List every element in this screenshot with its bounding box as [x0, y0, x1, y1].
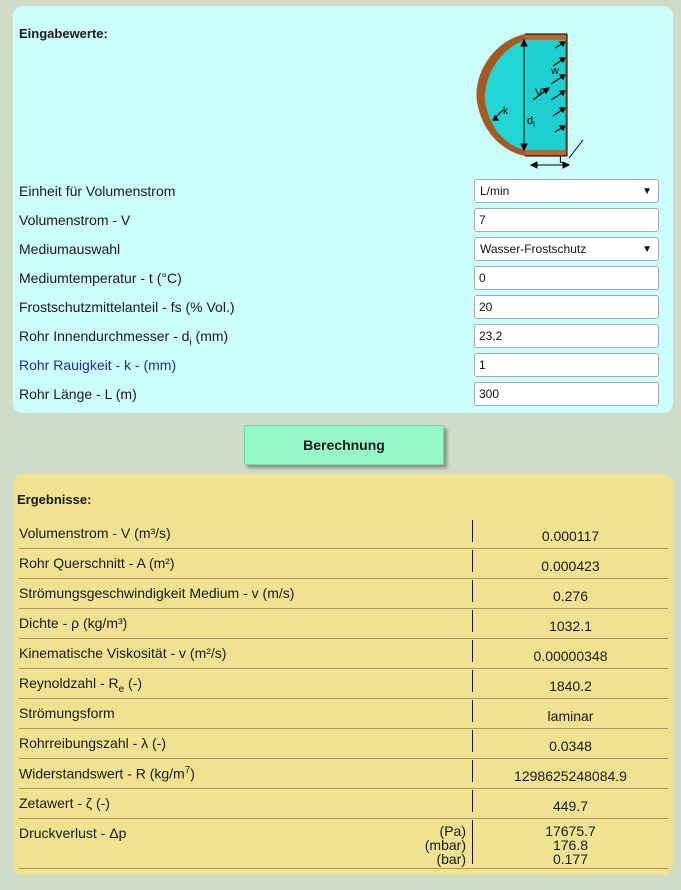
unit-bar: (bar)	[436, 851, 466, 867]
result-row	[19, 518, 668, 549]
unit-pa: (Pa)	[439, 823, 466, 839]
pipe-diagram	[465, 28, 585, 176]
length-row	[13, 382, 673, 408]
roughness-row	[13, 353, 673, 379]
results-panel	[13, 474, 673, 875]
unit-select-value: L/min	[480, 184, 510, 198]
value-bar: 0.177	[552, 851, 589, 867]
antifreeze-label: Frostschutzmittelanteil - fs (% Vol.)	[19, 299, 235, 315]
figure-label-d: $d_i$	[527, 115, 535, 129]
pressure-loss-label: Druckverlust - Δp	[19, 825, 127, 841]
pressure-loss-row	[19, 818, 668, 869]
result-row	[19, 668, 668, 699]
flow-input[interactable]: 7	[474, 208, 659, 232]
figure-label-v: V	[535, 87, 543, 99]
result-row	[19, 698, 668, 729]
chevron-down-icon: ▼	[642, 243, 652, 255]
result-value: 0.000117	[541, 528, 600, 544]
result-label: Kinematische Viskosität - v (m²/s)	[19, 645, 227, 661]
temperature-row	[13, 266, 673, 292]
antifreeze-input[interactable]: 20	[474, 295, 659, 319]
diameter-row	[13, 324, 673, 350]
chevron-down-icon: ▼	[642, 185, 652, 197]
result-label: Zetawert - ζ (-)	[19, 795, 110, 811]
diameter-label: Rohr Innendurchmesser - $d_i$ (mm)	[19, 328, 229, 348]
result-row	[19, 728, 668, 759]
result-value: 1840.2	[549, 678, 592, 694]
length-input[interactable]: 300	[474, 382, 659, 406]
medium-label: Mediumauswahl	[19, 241, 121, 257]
result-value: 0.000423	[541, 558, 600, 574]
result-label: Strömungsgeschwindigkeit Medium - v (m/s)	[19, 585, 295, 601]
medium-row	[13, 237, 673, 263]
unit-label: Einheit für Volumenstrom	[19, 183, 176, 199]
result-row	[19, 638, 668, 669]
result-value: 1032.1	[549, 618, 592, 634]
roughness-input[interactable]: 1	[474, 353, 659, 377]
result-value: 1298625248084.9	[514, 768, 627, 784]
temperature-label: Mediumtemperatur - t (°C)	[19, 270, 182, 286]
result-value: 0.276	[552, 588, 589, 604]
result-label: Rohr Querschnitt - A (m²)	[19, 555, 175, 571]
result-label: Volumenstrom - V (m³/s)	[19, 525, 171, 541]
results-title: Ergebnisse:	[17, 492, 92, 507]
figure-label-l: L	[559, 154, 566, 166]
result-label: Strömungsform	[19, 705, 115, 721]
roughness-label-link[interactable]: Rohr Rauigkeit - k - (mm)	[19, 357, 177, 373]
input-panel-title: Eingabewerte:	[19, 26, 108, 41]
flow-label: Volumenstrom - V	[19, 212, 131, 228]
result-row	[19, 758, 668, 789]
result-value: 0.00000348	[533, 648, 608, 664]
result-label: Rohrreibungszahl - λ (-)	[19, 735, 167, 751]
figure-label-k: k	[503, 106, 508, 117]
result-value: 0.0348	[549, 738, 592, 754]
pressure-values	[473, 824, 668, 866]
result-label: Dichte - ρ (kg/m³)	[19, 615, 128, 631]
result-label: Widerstandswert - R $(kg/m^7)$	[19, 765, 195, 782]
antifreeze-row	[13, 295, 673, 321]
result-row	[19, 788, 668, 819]
calculate-button[interactable]: Berechnung	[244, 425, 444, 465]
result-row	[19, 578, 668, 609]
input-panel	[13, 6, 673, 413]
flow-row	[13, 208, 673, 234]
result-value: laminar	[547, 708, 594, 724]
value-mbar: 176.8	[552, 837, 589, 853]
medium-select-value: Wasser-Frostschutz	[480, 242, 587, 256]
result-row	[19, 608, 668, 639]
figure-label-w: w	[551, 65, 559, 77]
pressure-units	[399, 824, 466, 866]
result-row	[19, 548, 668, 579]
unit-mbar: (mbar)	[424, 837, 466, 853]
temperature-input[interactable]: 0	[474, 266, 659, 290]
medium-select[interactable]	[474, 237, 659, 261]
result-label: Reynoldzahl - $R_e$ (-)	[19, 675, 143, 695]
diameter-input[interactable]: 23,2	[474, 324, 659, 348]
unit-select[interactable]	[474, 179, 659, 203]
length-label: Rohr Länge - L (m)	[19, 386, 137, 402]
result-value: 449.7	[552, 798, 589, 814]
unit-row	[13, 179, 673, 205]
value-pa: 17675.7	[545, 823, 596, 839]
